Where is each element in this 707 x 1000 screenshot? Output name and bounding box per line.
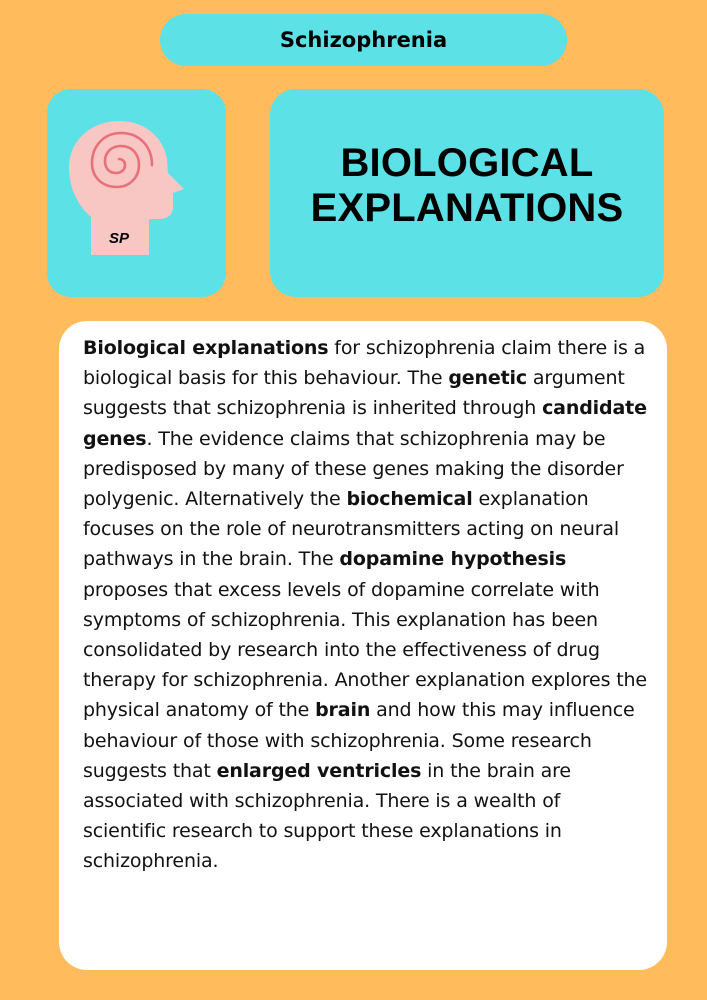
sp-label: SP xyxy=(109,230,130,247)
body-segment-bold: candidate genes xyxy=(83,397,647,450)
body-segment-bold: Biological explanations xyxy=(83,337,329,359)
body-card xyxy=(59,321,667,970)
head-spiral-icon xyxy=(47,89,226,297)
body-segment-bold: enlarged ventricles xyxy=(216,759,422,782)
body-segment: argument suggests that schizophrenia is inherited through xyxy=(83,367,625,420)
icon-card xyxy=(47,89,226,297)
body-segment-bold: dopamine hypothesis xyxy=(339,548,567,571)
body-segment: in the brain are associated with schizophrenia. There is a wealth of scientific research to support these explanations in schizophrenia. xyxy=(83,759,571,873)
title-card xyxy=(270,89,664,297)
body-segment: . The evidence claims that schizophrenia may be predisposed by many of these genes making the disorder polygenic. Alternatively the xyxy=(83,427,624,511)
body-segment: for schizophrenia claim there is a biological basis for this behaviour. The xyxy=(83,337,646,390)
topic-pill: Schizophrenia xyxy=(160,14,567,66)
page-title xyxy=(311,141,624,231)
body-segment: proposes that excess levels of dopamine correlate with symptoms of schizophrenia. This explanation has been consolidated by research into the effectiveness of drug therapy for schizophrenia. Another explanation explores the physical anatomy of the xyxy=(83,578,647,722)
body-segment-bold: brain xyxy=(315,699,371,722)
body-paragraph xyxy=(83,333,649,877)
body-segment: explanation focuses on the role of neurotransmitters acting on neural pathways in the brain. The xyxy=(83,488,620,571)
title-line-1: BIOLOGICAL xyxy=(340,141,594,185)
title-line-2: EXPLANATIONS xyxy=(310,186,624,230)
body-segment-bold: genetic xyxy=(448,367,528,390)
body-segment-bold: biochemical xyxy=(346,488,473,511)
body-segment: and how this may influence behaviour of those with schizophrenia. Some research suggests that xyxy=(83,699,635,782)
